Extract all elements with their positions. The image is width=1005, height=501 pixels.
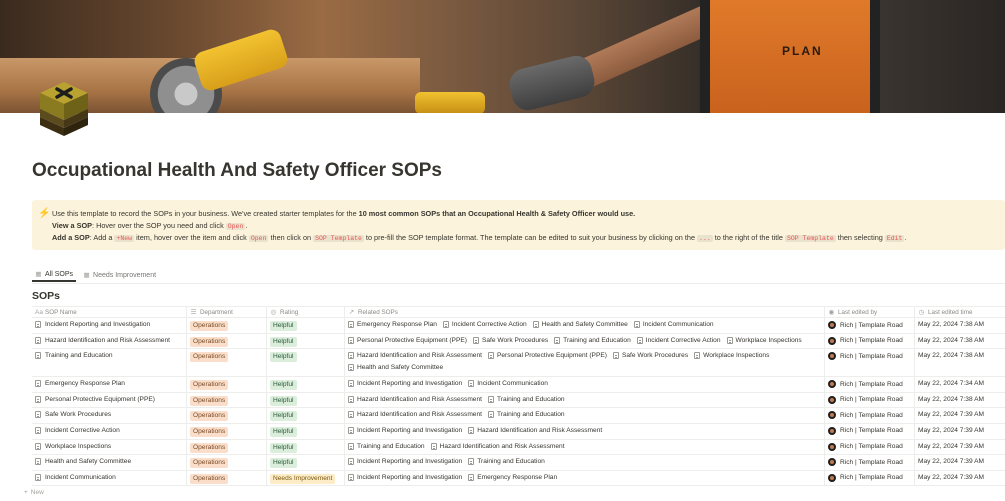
cell-last-edited-by <box>825 393 915 408</box>
cell-last-edited-by <box>825 377 915 392</box>
cell-last-edited-by <box>825 318 915 333</box>
department-tag: Operations <box>190 337 228 347</box>
callout-line-1 <box>52 208 907 220</box>
editor-name: Rich | Template Road <box>840 411 903 419</box>
page-icon[interactable] <box>38 80 90 138</box>
page-icon <box>35 352 41 359</box>
sops-table <box>32 306 1005 486</box>
department-tag: Operations <box>190 474 228 484</box>
related-sop-label: Training and Education <box>477 458 545 466</box>
cell-sop-name[interactable] <box>32 318 187 333</box>
sop-name: Training and Education <box>45 352 113 360</box>
related-sop-label: Incident Reporting and Investigation <box>357 426 463 434</box>
rating-tag: Helpful <box>270 443 297 453</box>
department-tag: Operations <box>190 411 228 421</box>
department-tag: Operations <box>190 443 228 453</box>
cell-last-edited-by <box>825 440 915 455</box>
cell-last-edited-by <box>825 349 915 376</box>
page-icon <box>468 427 474 434</box>
editor-name: Rich | Template Road <box>840 396 903 404</box>
page-icon <box>468 458 474 465</box>
cell-last-edited-time <box>915 334 1005 349</box>
callout-line-3 <box>52 232 907 245</box>
related-sop-label: Training and Education <box>496 395 565 403</box>
inline-code: +New <box>116 235 133 242</box>
related-sop-link[interactable] <box>431 443 565 450</box>
related-sop-label: Safe Work Procedures <box>621 352 689 360</box>
cell-last-edited-time <box>915 393 1005 408</box>
sop-name: Incident Corrective Action <box>45 426 120 434</box>
page-icon <box>348 396 354 403</box>
related-sop-label: Training and Education <box>563 336 631 344</box>
page-icon <box>35 458 41 465</box>
edited-time: May 22, 2024 7:38 AM <box>918 395 984 403</box>
related-sop-link[interactable] <box>348 321 437 328</box>
table-body <box>32 318 1005 486</box>
cell-rating[interactable] <box>267 334 345 349</box>
page-icon <box>554 337 560 344</box>
page-icon <box>431 443 437 450</box>
related-sop-label: Hazard Identification and Risk Assessment <box>439 442 565 450</box>
column-label: Rating <box>280 308 299 316</box>
avatar <box>828 458 836 466</box>
inline-code: Edit <box>886 235 903 242</box>
cell-department[interactable] <box>187 471 267 486</box>
inline-code: Open <box>250 235 267 242</box>
cell-department[interactable] <box>187 334 267 349</box>
editor-name: Rich | Template Road <box>840 458 903 466</box>
cell-rating[interactable] <box>267 408 345 423</box>
inline-code: Open <box>227 222 244 230</box>
related-sop-label: Hazard Identification and Risk Assessment <box>357 411 482 419</box>
page-icon <box>468 474 474 481</box>
department-tag: Operations <box>190 427 228 437</box>
page-icon <box>348 443 354 450</box>
cell-sop-name[interactable] <box>32 471 187 486</box>
avatar <box>828 352 836 360</box>
sop-name: Health and Safety Committee <box>45 458 132 466</box>
cell-last-edited-by <box>825 334 915 349</box>
select-property-icon: ☰ <box>190 309 197 316</box>
related-sop-label: Personal Protective Equipment (PPE) <box>357 336 467 344</box>
view-tabs <box>32 268 159 284</box>
edited-time: May 22, 2024 7:34 AM <box>918 380 984 388</box>
cell-department[interactable] <box>187 349 267 376</box>
cell-sop-name[interactable] <box>32 440 187 455</box>
rating-tag: Helpful <box>270 396 297 406</box>
table-row[interactable] <box>32 424 1005 440</box>
table-row[interactable] <box>32 334 1005 350</box>
cell-department[interactable] <box>187 455 267 470</box>
cell-sop-name[interactable] <box>32 408 187 423</box>
related-sop-label: Hazard Identification and Risk Assessment <box>357 352 482 360</box>
department-tag: Operations <box>190 396 228 406</box>
column-header-last-edited-time[interactable] <box>915 307 1005 317</box>
department-tag: Operations <box>190 321 228 331</box>
cell-rating[interactable] <box>267 440 345 455</box>
inline-code: SOP Template <box>315 235 362 242</box>
cell-last-edited-by <box>825 471 915 486</box>
cell-last-edited-by <box>825 424 915 439</box>
editor-name: Rich | Template Road <box>840 352 903 360</box>
page-icon <box>727 337 733 344</box>
editor-name: Rich | Template Road <box>840 474 903 482</box>
cell-department[interactable] <box>187 377 267 392</box>
table-row[interactable] <box>32 408 1005 424</box>
rating-tag: Helpful <box>270 458 297 468</box>
related-sop-label: Incident Reporting and Investigation <box>357 380 463 388</box>
edited-time: May 22, 2024 7:38 AM <box>918 352 984 360</box>
cell-last-edited-time <box>915 424 1005 439</box>
page-icon <box>348 458 354 465</box>
column-label: Last edited by <box>838 308 878 316</box>
related-sop-label: Incident Communication <box>477 380 548 388</box>
related-sop-link[interactable] <box>348 352 482 359</box>
rating-tag: Helpful <box>270 380 297 390</box>
sop-name: Workplace Inspections <box>45 442 112 450</box>
related-sop-link[interactable] <box>554 337 631 344</box>
cell-related-sops[interactable] <box>345 349 825 376</box>
table-row[interactable] <box>32 349 1005 377</box>
callout-text: item, hover over the item and click <box>134 233 249 242</box>
column-header-sop-name[interactable] <box>32 307 187 317</box>
table-row[interactable] <box>32 440 1005 456</box>
related-sop-link[interactable] <box>348 337 467 344</box>
avatar <box>828 427 836 435</box>
page-icon <box>613 352 619 359</box>
edited-time: May 22, 2024 7:39 AM <box>918 473 984 481</box>
text-property-icon: Aa <box>35 308 43 316</box>
related-sop-label: Health and Safety Committee <box>541 321 628 328</box>
tabs-divider <box>32 283 1005 284</box>
page-icon <box>348 474 354 481</box>
callout-bold-text: 10 most common SOPs that an Occupational Health & Safety Officer would use. <box>358 209 636 218</box>
cell-department[interactable] <box>187 393 267 408</box>
page-icon <box>35 396 41 403</box>
status-property-icon: ◎ <box>270 309 277 316</box>
cell-related-sops[interactable] <box>345 440 825 455</box>
sop-name: Emergency Response Plan <box>45 380 125 388</box>
related-sop-link[interactable] <box>348 443 425 450</box>
cell-last-edited-time <box>915 440 1005 455</box>
sop-name: Hazard Identification and Risk Assessment <box>45 336 170 344</box>
cell-department[interactable] <box>187 408 267 423</box>
cell-related-sops[interactable] <box>345 334 825 349</box>
avatar <box>828 474 836 482</box>
table-row[interactable] <box>32 393 1005 409</box>
column-header-last-edited-by[interactable] <box>825 307 915 317</box>
page-icon <box>488 396 494 403</box>
rating-tag: Helpful <box>270 321 297 331</box>
cell-rating[interactable] <box>267 377 345 392</box>
cell-department[interactable] <box>187 440 267 455</box>
related-sop-label: Training and Education <box>496 411 565 419</box>
page-icon <box>533 321 539 328</box>
related-sop-label: Health and Safety Committee <box>357 364 444 372</box>
sop-name: Incident Reporting and Investigation <box>45 321 151 328</box>
cell-rating[interactable] <box>267 393 345 408</box>
related-sop-link[interactable] <box>348 411 482 418</box>
related-sop-link[interactable] <box>468 380 548 387</box>
page-icon <box>35 443 41 450</box>
new-row-label: New <box>30 489 44 496</box>
table-row[interactable] <box>32 377 1005 393</box>
column-label: Last edited time <box>928 308 973 316</box>
cell-sop-name[interactable] <box>32 455 187 470</box>
cell-last-edited-time <box>915 377 1005 392</box>
avatar <box>828 321 836 329</box>
column-header-department[interactable] <box>187 307 267 317</box>
table-row[interactable] <box>32 471 1005 487</box>
related-sop-label: Workplace Inspections <box>735 336 802 344</box>
cell-sop-name[interactable] <box>32 424 187 439</box>
cell-last-edited-by <box>825 455 915 470</box>
cell-rating[interactable] <box>267 318 345 333</box>
page-icon <box>35 380 41 387</box>
page-icon <box>348 411 354 418</box>
rating-tag: Helpful <box>270 427 297 437</box>
work-glove <box>506 52 598 113</box>
editor-name: Rich | Template Road <box>840 443 903 451</box>
lightning-icon: ⚡ <box>38 208 51 219</box>
tab-label: Needs Improvement <box>93 271 157 279</box>
related-sop-label: Incident Communication <box>642 321 714 328</box>
page-icon <box>348 337 354 344</box>
cell-related-sops[interactable] <box>345 471 825 486</box>
inline-code: SOP Template <box>786 235 834 242</box>
clock-icon: ◷ <box>918 309 925 316</box>
sop-name: Safe Work Procedures <box>45 411 112 419</box>
vest-text: PLAN <box>782 44 823 58</box>
column-header-related-sops[interactable] <box>345 307 825 317</box>
related-sop-label: Emergency Response Plan <box>357 321 437 328</box>
cell-sop-name[interactable] <box>32 393 187 408</box>
column-header-rating[interactable] <box>267 307 345 317</box>
cell-last-edited-time <box>915 349 1005 376</box>
page-icon <box>488 352 494 359</box>
related-sop-link[interactable] <box>348 427 462 434</box>
related-sop-label: Emergency Response Plan <box>477 473 558 481</box>
cell-last-edited-by <box>825 408 915 423</box>
cell-rating[interactable] <box>267 424 345 439</box>
page-icon <box>348 321 354 328</box>
related-sop-label: Hazard Identification and Risk Assessment <box>477 426 603 434</box>
table-row[interactable] <box>32 318 1005 334</box>
table-icon: ▦ <box>35 271 42 278</box>
callout-text: then click on <box>268 233 314 242</box>
safety-vest <box>700 0 880 113</box>
related-sop-link[interactable] <box>694 352 769 359</box>
avatar <box>828 380 836 388</box>
department-tag: Operations <box>190 380 228 390</box>
page-title: Occupational Health And Safety Officer SOPs <box>32 160 443 181</box>
rating-tag: Needs Improvement <box>270 474 335 484</box>
relation-arrow-icon: ↗ <box>348 309 355 316</box>
cell-last-edited-time <box>915 408 1005 423</box>
cell-sop-name[interactable] <box>32 334 187 349</box>
related-sop-link[interactable] <box>727 337 802 344</box>
cell-rating[interactable] <box>267 349 345 376</box>
edited-time: May 22, 2024 7:39 AM <box>918 411 984 419</box>
callout-text: then selecting <box>835 233 885 242</box>
editor-name: Rich | Template Road <box>840 321 903 329</box>
page-icon <box>348 364 354 371</box>
page-icon <box>35 474 41 481</box>
cell-sop-name[interactable] <box>32 377 187 392</box>
cell-department[interactable] <box>187 318 267 333</box>
related-sop-link[interactable] <box>488 411 565 418</box>
plus-icon: + <box>24 489 28 496</box>
avatar <box>828 411 836 419</box>
instructions-callout <box>32 200 1005 250</box>
page-icon <box>35 337 41 344</box>
callout-line-2 <box>52 220 907 233</box>
rating-tag: Helpful <box>270 337 297 347</box>
avatar <box>828 443 836 451</box>
sop-name: Incident Communication <box>45 473 116 481</box>
page-icon <box>35 411 41 418</box>
cell-sop-name[interactable] <box>32 349 187 376</box>
related-sop-label: Hazard Identification and Risk Assessment <box>357 395 482 403</box>
related-sop-link[interactable] <box>473 337 548 344</box>
table-row[interactable] <box>32 455 1005 471</box>
callout-text: Use this template to record the SOPs in your business. We've created starter templates for the <box>52 209 359 218</box>
callout-text: to the right of the title <box>712 233 785 242</box>
related-sop-label: Personal Protective Equipment (PPE) <box>496 352 607 360</box>
page-icon <box>35 427 41 434</box>
tab-all-sops[interactable] <box>32 268 76 282</box>
inline-code: ... <box>699 235 711 242</box>
related-sop-link[interactable] <box>488 396 565 403</box>
person-icon: ◉ <box>828 309 835 316</box>
department-tag: Operations <box>190 352 228 362</box>
cover-image <box>0 0 1005 113</box>
page-icon <box>468 380 474 387</box>
callout-text: : Hover over the SOP you need and click <box>92 220 226 230</box>
column-label: SOP Name <box>45 308 77 316</box>
related-sop-link[interactable] <box>533 321 628 328</box>
related-sop-link[interactable] <box>634 321 714 328</box>
related-sop-label: Incident Reporting and Investigation <box>357 458 463 466</box>
related-sop-label: Incident Corrective Action <box>645 336 721 344</box>
page-icon <box>634 321 640 328</box>
page-icon <box>443 321 449 328</box>
editor-name: Rich | Template Road <box>840 427 903 435</box>
department-tag: Operations <box>190 458 228 468</box>
view-sop-label: View a SOP <box>52 220 93 230</box>
column-label: Related SOPs <box>358 308 398 316</box>
cell-rating[interactable] <box>267 455 345 470</box>
edited-time: May 22, 2024 7:38 AM <box>918 321 984 328</box>
page-icon <box>637 337 643 344</box>
related-sop-link[interactable] <box>348 380 462 387</box>
table-header <box>32 306 1005 318</box>
related-sop-link[interactable] <box>443 321 527 328</box>
tab-label: All SOPs <box>45 270 74 278</box>
editor-name: Rich | Template Road <box>840 380 903 388</box>
edited-time: May 22, 2024 7:39 AM <box>918 458 984 466</box>
related-sop-link[interactable] <box>348 474 462 481</box>
editor-name: Rich | Template Road <box>840 337 903 345</box>
column-label: Department <box>200 308 233 316</box>
cell-rating[interactable] <box>267 471 345 486</box>
database-title[interactable]: SOPs <box>32 290 61 302</box>
page-icon <box>348 380 354 387</box>
callout-text: to pre-fill the SOP template format. The template can be edited to suit your business by clicking on the <box>363 233 698 242</box>
page-icon <box>35 321 41 328</box>
related-sop-label: Training and Education <box>357 442 425 450</box>
callout-text: . <box>904 233 907 242</box>
table-icon: ▦ <box>83 272 90 279</box>
page-icon <box>348 352 354 359</box>
cell-related-sops[interactable] <box>345 424 825 439</box>
cell-related-sops[interactable] <box>345 408 825 423</box>
add-sop-label: Add a SOP <box>52 233 90 242</box>
impact-driver <box>415 92 485 113</box>
related-sop-label: Incident Reporting and Investigation <box>357 473 463 481</box>
edited-time: May 22, 2024 7:39 AM <box>918 426 984 434</box>
related-sop-label: Workplace Inspections <box>703 352 770 360</box>
related-sop-link[interactable] <box>488 352 607 359</box>
related-sop-link[interactable] <box>468 474 557 481</box>
cell-related-sops[interactable] <box>345 393 825 408</box>
page-icon <box>488 411 494 418</box>
cell-last-edited-time <box>915 455 1005 470</box>
rating-tag: Helpful <box>270 352 297 362</box>
sop-name: Personal Protective Equipment (PPE) <box>45 395 155 403</box>
related-sop-link[interactable] <box>348 458 462 465</box>
related-sop-link[interactable] <box>348 396 482 403</box>
avatar <box>828 396 836 404</box>
cell-last-edited-time <box>915 471 1005 486</box>
avatar <box>828 337 836 345</box>
cell-related-sops[interactable] <box>345 455 825 470</box>
cell-department[interactable] <box>187 424 267 439</box>
page-icon <box>694 352 700 359</box>
tab-needs-improvement[interactable] <box>80 268 159 282</box>
page-icon <box>473 337 479 344</box>
cell-related-sops[interactable] <box>345 318 825 333</box>
related-sop-link[interactable] <box>468 458 545 465</box>
edited-time: May 22, 2024 7:39 AM <box>918 442 984 450</box>
edited-time: May 22, 2024 7:38 AM <box>918 336 984 344</box>
related-sop-link[interactable] <box>637 337 721 344</box>
related-sop-label: Safe Work Procedures <box>481 336 549 344</box>
cell-related-sops[interactable] <box>345 377 825 392</box>
related-sop-link[interactable] <box>613 352 688 359</box>
callout-text: . <box>245 220 248 230</box>
callout-text: : Add a <box>89 233 115 242</box>
page-icon <box>348 427 354 434</box>
cell-last-edited-time <box>915 318 1005 333</box>
related-sop-label: Incident Corrective Action <box>451 321 527 328</box>
related-sop-link[interactable] <box>348 364 443 371</box>
new-row-button[interactable] <box>24 489 44 496</box>
related-sop-link[interactable] <box>468 427 602 434</box>
rating-tag: Helpful <box>270 411 297 421</box>
